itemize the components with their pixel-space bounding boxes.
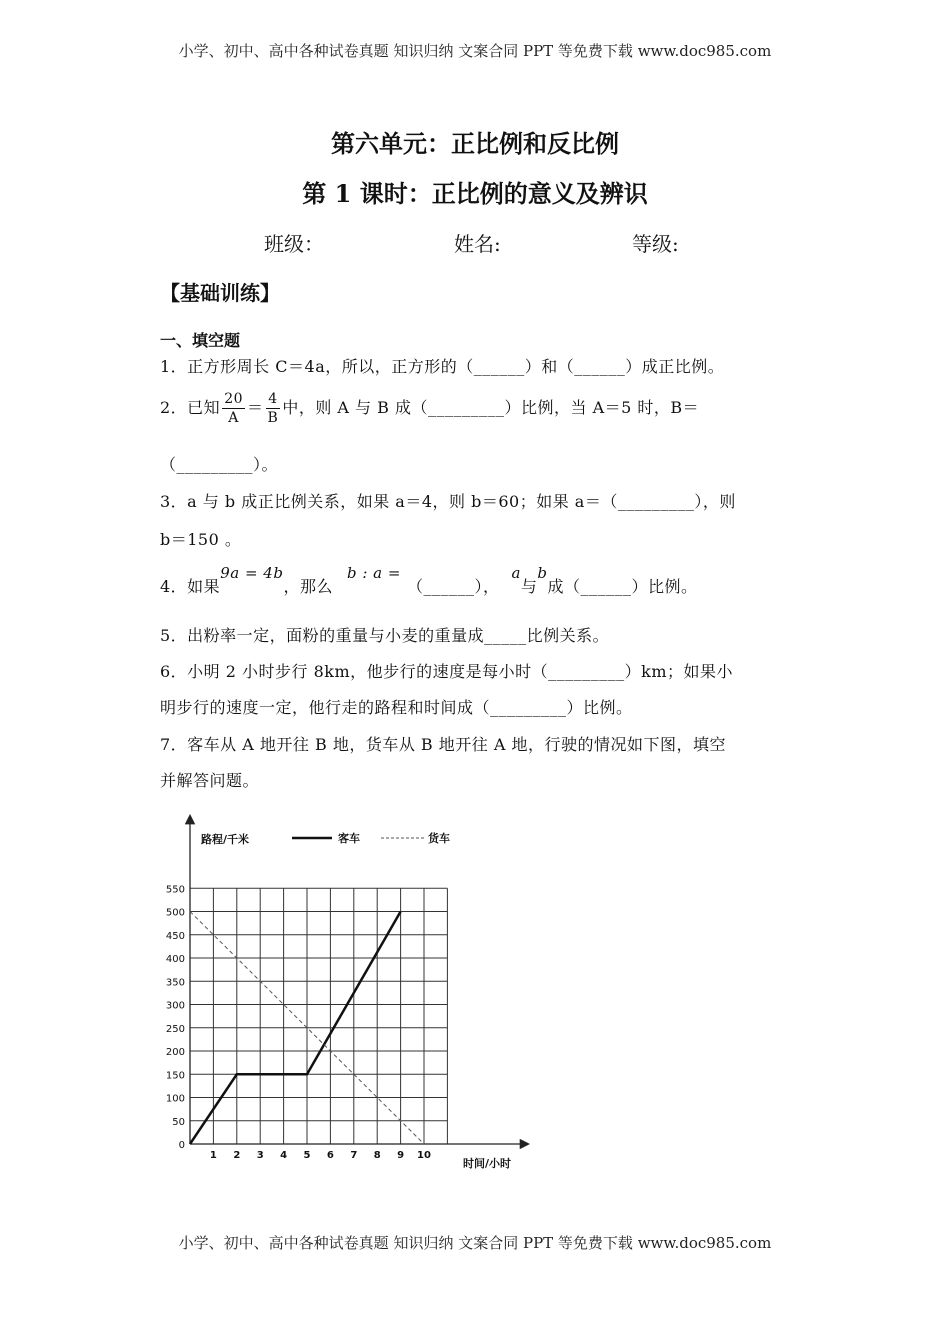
y-tick-label: 550 bbox=[165, 884, 185, 896]
question-7-line-2: 并解答问题。 bbox=[160, 771, 260, 790]
chart-grid bbox=[190, 888, 447, 1144]
x-tick-label: 7 bbox=[350, 1150, 358, 1161]
y-axis-label: 路程/千米 bbox=[201, 833, 250, 846]
x-tick-label: 3 bbox=[256, 1150, 264, 1161]
y-tick-label: 150 bbox=[165, 1070, 185, 1082]
series-line-bus bbox=[190, 912, 401, 1145]
page-footer: 小学、初中、高中各种试卷真题 知识归纳 文案合同 PPT 等免费下载 www.doc985.com bbox=[178, 1234, 772, 1252]
question-3-line-2: b＝150 。 bbox=[160, 530, 242, 549]
q4-mid-1: ，那么 bbox=[283, 577, 333, 596]
q4-prefix: 4．如果 bbox=[160, 577, 221, 596]
question-2-line-2: （_________）。 bbox=[160, 455, 279, 474]
y-tick-label: 500 bbox=[165, 907, 185, 919]
x-tick-label: 9 bbox=[397, 1150, 405, 1161]
y-tick-label: 0 bbox=[178, 1140, 185, 1151]
legend-label-bus: 客车 bbox=[338, 832, 360, 845]
series-line-truck bbox=[190, 912, 424, 1145]
q2-equals: ＝ bbox=[247, 398, 264, 417]
y-tick-label: 100 bbox=[165, 1093, 185, 1105]
question-5: 5．出粉率一定，面粉的重量与小麦的重量成_____比例关系。 bbox=[160, 626, 610, 645]
q2-prefix: 2．已知 bbox=[160, 398, 221, 417]
q2-frac1-den: A bbox=[228, 410, 239, 426]
page-subtitle: 第 1 课时：正比例的意义及辨识 bbox=[302, 179, 648, 208]
y-tick-label: 250 bbox=[165, 1023, 185, 1035]
page-header: 小学、初中、高中各种试卷真题 知识归纳 文案合同 PPT 等免费下载 www.doc985.com bbox=[178, 42, 772, 60]
y-tick-label: 300 bbox=[165, 1000, 185, 1012]
q2-fraction-1 bbox=[222, 390, 245, 427]
name-label: 姓名: bbox=[454, 232, 501, 256]
x-tick-label: 4 bbox=[280, 1150, 288, 1161]
q2-frac2-den: B bbox=[267, 410, 279, 426]
x-tick-label: 1 bbox=[209, 1150, 217, 1161]
x-tick-label: 6 bbox=[326, 1150, 334, 1161]
class-label: 班级： bbox=[264, 232, 324, 256]
y-tick-label: 450 bbox=[165, 930, 185, 942]
question-4 bbox=[160, 564, 698, 597]
y-tick-label: 400 bbox=[165, 954, 185, 965]
q4-yu: 与 bbox=[520, 577, 538, 596]
q4-mid-2: （______）， bbox=[406, 577, 500, 596]
question-3-line-1: 3．a 与 b 成正比例关系，如果 a＝4，则 b＝60；如果 a＝（_________），则 bbox=[160, 492, 736, 511]
question-2 bbox=[160, 390, 699, 427]
x-tick-label: 8 bbox=[373, 1150, 381, 1161]
section-title: 【基础训练】 bbox=[160, 281, 280, 305]
chart-series bbox=[190, 912, 424, 1145]
subsection-title: 一、填空题 bbox=[160, 331, 241, 350]
page-title: 第六单元：正比例和反比例 bbox=[331, 129, 619, 158]
q4-var-b: b bbox=[537, 564, 548, 582]
legend-label-truck: 货车 bbox=[428, 832, 450, 845]
q4-ratio: b : a = bbox=[346, 564, 401, 582]
y-tick-label: 50 bbox=[172, 1116, 185, 1128]
chart-labels bbox=[166, 831, 511, 1170]
question-6-line-2: 明步行的速度一定，他行走的路程和时间成（_________）比例。 bbox=[160, 698, 633, 717]
chart-axes bbox=[190, 816, 528, 1144]
question-1: 1．正方形周长 C＝4a，所以，正方形的（______）和（______）成正比例。 bbox=[160, 357, 725, 376]
grade-label: 等级: bbox=[632, 232, 679, 256]
q4-equation: 9a = 4b bbox=[220, 564, 284, 582]
x-tick-label: 5 bbox=[303, 1150, 311, 1161]
x-tick-label: 10 bbox=[417, 1150, 431, 1161]
y-tick-label: 200 bbox=[165, 1047, 185, 1058]
q2-frac1-num: 20 bbox=[224, 391, 244, 407]
question-6-line-1: 6．小明 2 小时步行 8km，他步行的速度是每小时（_________）km；如果小 bbox=[160, 662, 734, 681]
q2-fraction-2 bbox=[266, 390, 281, 427]
q4-suffix: 成（______）比例。 bbox=[547, 577, 698, 596]
x-axis-label: 时间/小时 bbox=[463, 1157, 512, 1170]
x-tick-label: 2 bbox=[233, 1150, 241, 1161]
q2-suffix: 中，则 A 与 B 成（_________）比例，当 A＝5 时，B＝ bbox=[282, 398, 700, 417]
question-7-line-1: 7．客车从 A 地开往 B 地，货车从 B 地开往 A 地，行驶的情况如下图，填空 bbox=[160, 735, 726, 754]
q2-frac2-num: 4 bbox=[266, 390, 281, 409]
q4-var-a: a bbox=[511, 564, 521, 582]
y-tick-label: 350 bbox=[165, 977, 185, 989]
